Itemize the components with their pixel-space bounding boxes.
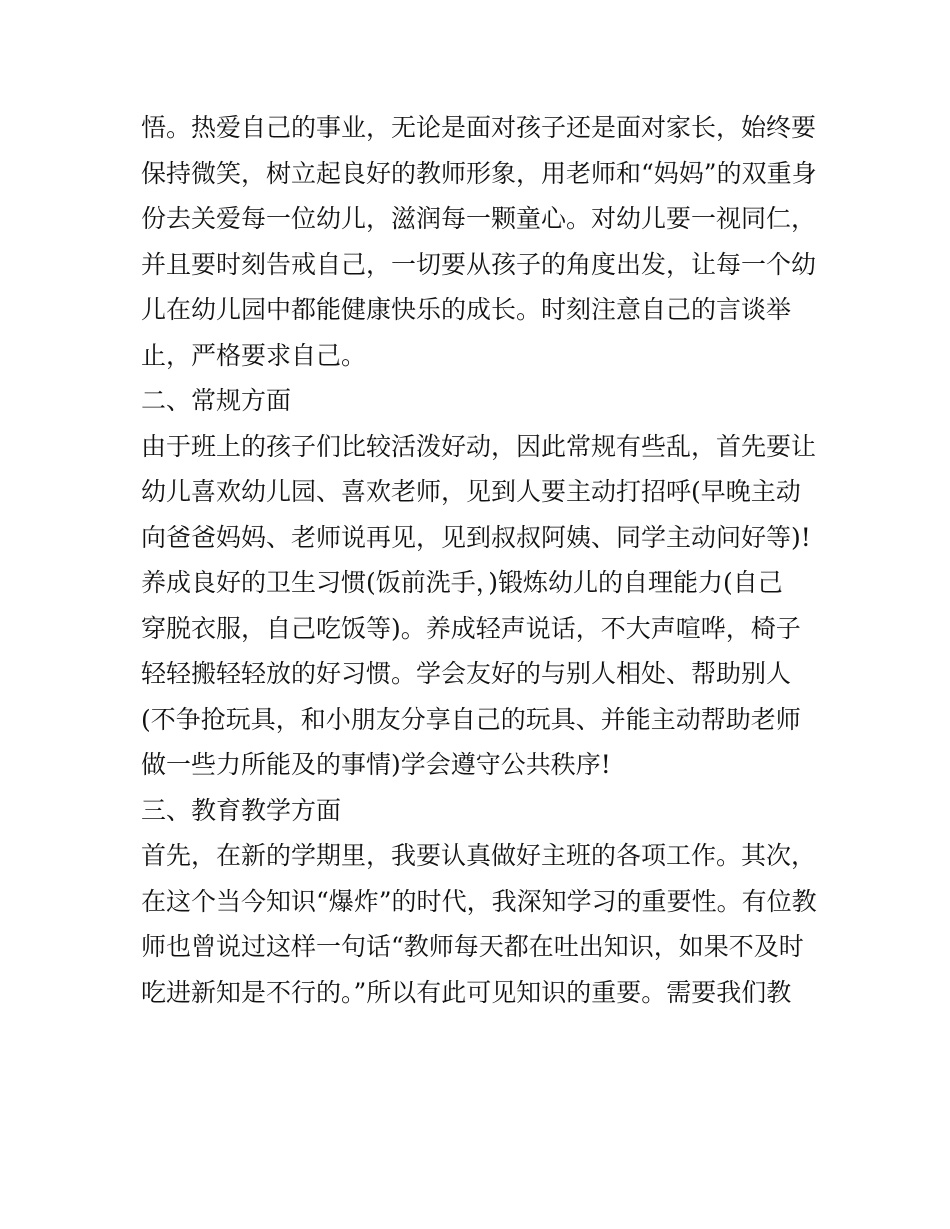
text-line: 止，严格要求自己。 <box>141 340 367 370</box>
text-line: 穿脱衣服，自己吃饭等)。养成轻声说话，不大声喧哗，椅子 <box>141 613 801 643</box>
text-line: 幼儿喜欢幼儿园、喜欢老师，见到人要主动打招呼(早晚主动 <box>141 477 801 506</box>
section-heading: 二、常规方面 <box>141 386 292 415</box>
text-line: 首先，在新的学期里，我要认真做好主班的各项工作。其次， <box>141 841 817 870</box>
text-line: 由于班上的孩子们比较活泼好动，因此常规有些乱，首先要让 <box>141 431 817 461</box>
text-line: 轻轻搬轻轻放的好习惯。学会友好的与别人相处、帮助别人 <box>141 659 792 688</box>
document-body <box>141 105 821 1015</box>
text-line: 保持微笑，树立起良好的教师形象，用老师和“妈妈”的双重身 <box>141 158 817 188</box>
text-line: 养成良好的卫生习惯(饭前洗手，)锻炼幼儿的自理能力(自己 <box>141 568 783 597</box>
text-line: 儿在幼儿园中都能健康快乐的成长。时刻注意自己的言谈举 <box>141 295 792 324</box>
text-line: 做一些力所能及的事情)学会遵守公共秩序! <box>141 750 611 779</box>
text-line: 份去关爱每一位幼儿，滋润每一颗童心。对幼儿要一视同仁， <box>141 204 817 233</box>
text-line: 吃进新知是不行的。”所以有此可见知识的重要。需要我们教 <box>141 977 792 1007</box>
text-line: 向爸爸妈妈、老师说再见，见到叔叔阿姨、同学主动问好等)! <box>141 522 811 552</box>
text-line: (不争抢玩具，和小朋友分享自己的玩具、并能主动帮助老师 <box>141 704 801 734</box>
section-heading: 三、教育教学方面 <box>141 795 342 825</box>
text-line: 并且要时刻告戒自己，一切要从孩子的角度出发，让每一个幼 <box>141 249 817 279</box>
text-line: 悟。热爱自己的事业，无论是面对孩子还是面对家长，始终要 <box>141 113 817 142</box>
text-line: 师也曾说过这样一句话“教师每天都在吐出知识，如果不及时 <box>141 932 804 961</box>
text-line: 在这个当今知识“爆炸”的时代，我深知学习的重要性。有位教 <box>141 886 817 916</box>
